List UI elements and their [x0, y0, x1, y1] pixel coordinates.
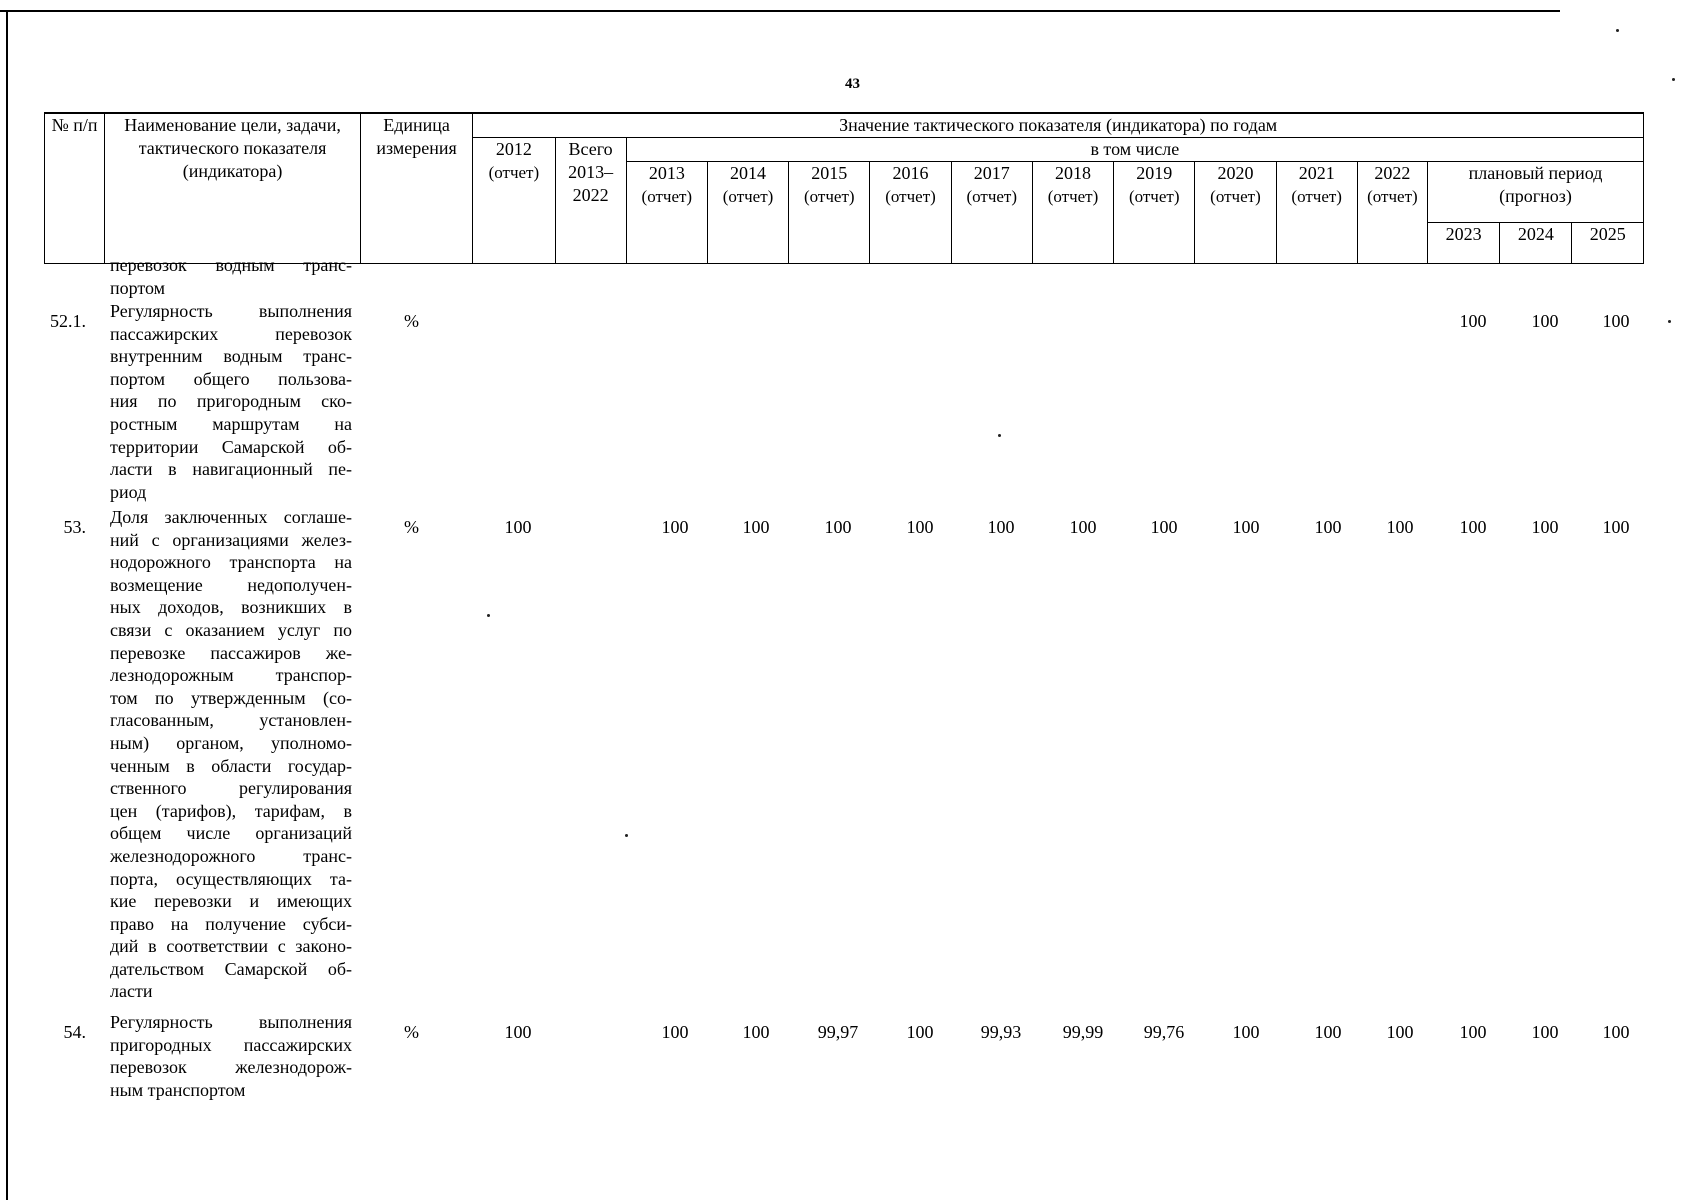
value-cell: 100 — [742, 517, 770, 537]
indicator-name-line: порта, осуществляющих та- — [110, 868, 352, 889]
indicator-name-line: железнодорожного транс- — [110, 845, 352, 866]
indicator-name-line: том по утвержденным (со- — [110, 687, 352, 708]
indicator-name-line: перевозке пассажиров же- — [110, 642, 352, 663]
header-year-2014: 2014 (отчет) — [707, 162, 788, 264]
indicator-name-line: дательством Самарской об- — [110, 958, 352, 979]
indicator-name-line: пригородных пассажирских — [110, 1034, 352, 1055]
header-year-2017: 2017 (отчет) — [951, 162, 1032, 264]
header-year-2021: 2021 (отчет) — [1276, 162, 1357, 264]
header-total: Всего 2013–2022 — [555, 138, 626, 264]
value-cell: 99,99 — [1062, 1022, 1104, 1042]
indicator-name-line: ласти в навигационный пе- — [110, 459, 352, 480]
page-left-border — [6, 10, 8, 1200]
indicator-name-line: Регулярность выполнения — [110, 301, 352, 321]
value-cell: 100 — [1602, 517, 1630, 537]
indicator-name-line: ным транспортом — [110, 1079, 246, 1100]
value-cell: 100 — [824, 517, 852, 537]
indicator-name — [110, 254, 352, 299]
value-cell: 99,93 — [980, 1022, 1022, 1042]
header-num: № п/п — [45, 113, 105, 264]
value-cell: 100 — [1459, 1022, 1487, 1042]
indicator-name-line: ласти — [110, 981, 153, 1002]
value-cell: 100 — [987, 517, 1015, 537]
value-cell: 100 — [1531, 517, 1559, 537]
indicator-name — [110, 300, 352, 503]
header-unit: Единица измерения — [360, 113, 472, 264]
value-cell: 100 — [661, 517, 689, 537]
header-2012: 2012 (отчет) — [473, 138, 555, 264]
unit-cell: % — [404, 1022, 419, 1042]
indicator-name-line: перевозок железнодорож- — [110, 1057, 352, 1078]
indicator-name-line: внутренним водным транс- — [110, 346, 352, 367]
header-year-2022: 2022 (отчет) — [1357, 162, 1427, 264]
indicator-name-line: Доля заключенных соглаше- — [110, 507, 352, 527]
indicator-table-header — [44, 112, 1644, 264]
indicator-name-line: право на получение субси- — [110, 913, 352, 934]
indicator-name-line: ных доходов, возникших в — [110, 597, 352, 618]
indicator-name-line: кие перевозки и имеющих — [110, 891, 352, 912]
indicator-name-line: территории Самарской об- — [110, 436, 352, 457]
header-plan-2023: 2023 — [1428, 223, 1500, 264]
value-cell: 99,76 — [1143, 1022, 1185, 1042]
indicator-name-line: ственного регулирования — [110, 778, 352, 799]
indicator-name-line: риод — [110, 481, 147, 502]
value-cell: 99,97 — [817, 1022, 859, 1042]
row-number: 53. — [63, 517, 86, 537]
header-year-2016: 2016 (отчет) — [870, 162, 951, 264]
row-number: 52.1. — [50, 311, 86, 331]
indicator-name-line: гласованным, установлен- — [110, 710, 352, 731]
unit-cell: % — [404, 311, 419, 331]
indicator-name-line: Регулярность выполнения — [110, 1012, 352, 1032]
indicator-name-line: пассажирских перевозок — [110, 323, 352, 344]
value-cell: 100 — [1314, 517, 1342, 537]
indicator-name-line: портом — [110, 277, 166, 298]
indicator-name-line: общем числе организаций — [110, 823, 352, 844]
value-cell: 100 — [661, 1022, 689, 1042]
value-cell: 100 — [1232, 517, 1260, 537]
value-cell: 100 — [1602, 1022, 1630, 1042]
indicator-name-line: ростным маршрутам на — [110, 413, 352, 434]
indicator-name — [110, 506, 352, 1003]
indicator-name-line: дий в соответствии с законо- — [110, 936, 352, 957]
row-number: 54. — [63, 1022, 86, 1042]
page-top-border — [0, 10, 1560, 12]
indicator-name-line: ний с организациями желез- — [110, 529, 352, 550]
header-year-2019: 2019 (отчет) — [1114, 162, 1195, 264]
indicator-name-line: ченным в области государ- — [110, 755, 352, 776]
value-cell: 100 — [504, 1022, 532, 1042]
value-cell: 100 — [1602, 311, 1630, 331]
indicator-name-line: возмещение недополучен- — [110, 574, 352, 595]
scan-speck — [1668, 320, 1671, 323]
scan-speck — [1672, 78, 1675, 81]
value-cell: 100 — [1459, 517, 1487, 537]
value-cell: 100 — [1232, 1022, 1260, 1042]
header-year-2015: 2015 (отчет) — [789, 162, 870, 264]
value-cell: 100 — [1386, 1022, 1414, 1042]
value-cell: 100 — [1314, 1022, 1342, 1042]
header-planned: плановый период (прогноз) — [1428, 162, 1644, 223]
value-cell: 100 — [504, 517, 532, 537]
scan-speck — [625, 834, 628, 837]
header-year-2018: 2018 (отчет) — [1032, 162, 1113, 264]
indicator-name-line: связи с оказанием услуг по — [110, 619, 352, 640]
scan-speck — [487, 614, 490, 617]
value-cell: 100 — [1150, 517, 1178, 537]
value-cell: 100 — [1069, 517, 1097, 537]
header-values: Значение тактического показателя (индикатора) по годам — [473, 113, 1644, 138]
header-name: Наименование цели, задачи, тактического показателя (индикатора) — [105, 113, 361, 264]
header-year-2013: 2013 (отчет) — [626, 162, 707, 264]
value-cell: 100 — [1459, 311, 1487, 331]
header-year-2020: 2020 (отчет) — [1195, 162, 1276, 264]
value-cell: 100 — [906, 1022, 934, 1042]
indicator-name-line: портом общего пользова- — [110, 368, 352, 389]
page-number: 43 — [845, 76, 860, 92]
indicator-name-line: перевозок водным транс- — [110, 255, 352, 275]
value-cell: 100 — [1386, 517, 1414, 537]
indicator-name-line: ния по пригородным ско- — [110, 391, 352, 412]
indicator-name — [110, 1011, 352, 1101]
indicator-name-line: лезнодорожным транспор- — [110, 665, 352, 686]
indicator-name-line: ным) органом, уполномо- — [110, 732, 352, 753]
header-including: в том числе — [626, 138, 1643, 162]
unit-cell: % — [404, 517, 419, 537]
value-cell: 100 — [906, 517, 934, 537]
scan-speck — [1616, 29, 1619, 32]
header-plan-2025: 2025 — [1572, 223, 1644, 264]
indicator-name-line: цен (тарифов), тарифам, в — [110, 800, 352, 821]
value-cell: 100 — [1531, 1022, 1559, 1042]
value-cell: 100 — [1531, 311, 1559, 331]
scan-speck — [998, 434, 1001, 437]
indicator-name-line: нодорожного транспорта на — [110, 552, 352, 573]
header-plan-2024: 2024 — [1500, 223, 1572, 264]
value-cell: 100 — [742, 1022, 770, 1042]
